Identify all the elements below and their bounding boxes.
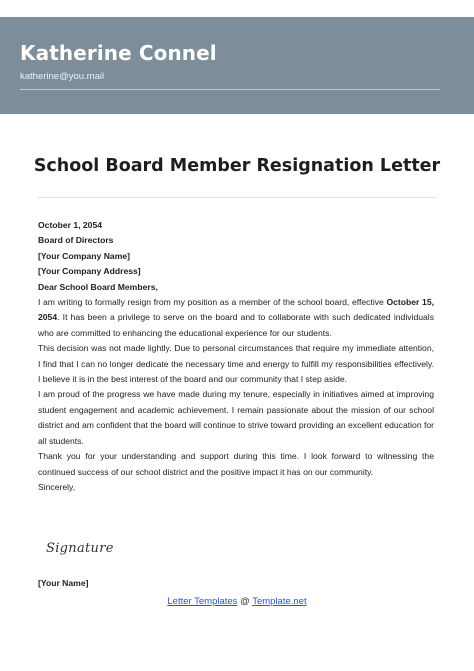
letterhead-banner bbox=[0, 17, 474, 114]
paragraph-resignation bbox=[38, 295, 434, 341]
handwritten-signature: Signature bbox=[46, 541, 114, 556]
paragraph-reason: This decision was not made lightly. Due to personal circumstances that require my immediate attention, I find that I can no longer dedicate the necessary time and energy to fulfill my responsibilities effectively. I believe it is in the best interest of the board and our community that I step aside. bbox=[38, 343, 434, 385]
document-title: School Board Member Resignation Letter bbox=[33, 156, 441, 176]
company-address-placeholder: [Your Company Address] bbox=[38, 266, 141, 277]
header-divider bbox=[20, 89, 440, 90]
title-divider bbox=[38, 197, 436, 198]
footer-credit bbox=[0, 596, 474, 607]
footer-separator: @ bbox=[237, 596, 253, 607]
paragraph-resignation-rest: . It has been a privilege to serve on the board and to collaborate with such dedicated individuals who are committed to enhancing the educational experience for our students. bbox=[38, 312, 434, 338]
your-name-placeholder: [Your Name] bbox=[38, 578, 89, 588]
recipient-line: Board of Directors bbox=[38, 235, 114, 246]
paragraph-resignation-intro: I am writing to formally resign from my position as a member of the school board, effective bbox=[38, 297, 387, 308]
paragraph-thanks: Thank you for your understanding and support during this time. I look forward to witnessing the continued success of our school district and the positive impact it has on our community. bbox=[38, 451, 434, 477]
salutation: Dear School Board Members, bbox=[38, 281, 158, 292]
template-net-link[interactable]: Template.net bbox=[252, 596, 307, 607]
company-name-placeholder: [Your Company Name] bbox=[38, 250, 130, 261]
paragraph-progress: I am proud of the progress we have made during my tenure, especially in initiatives aimed at improving student engagement and academic achievement. I remain passionate about the mission of our school district and am confident that the board will continue to strive toward providing an excellent education for all students. bbox=[38, 389, 435, 446]
sender-name: Katherine Connel bbox=[20, 41, 217, 65]
letter-date: October 1, 2054 bbox=[38, 220, 103, 230]
letter-body bbox=[38, 218, 434, 495]
closing: Sincerely, bbox=[38, 481, 76, 492]
sender-email: katherine@you.mail bbox=[20, 71, 105, 82]
effective-date: October 15, 2054 bbox=[38, 297, 434, 323]
letter-templates-link[interactable]: Letter Templates bbox=[167, 596, 238, 607]
